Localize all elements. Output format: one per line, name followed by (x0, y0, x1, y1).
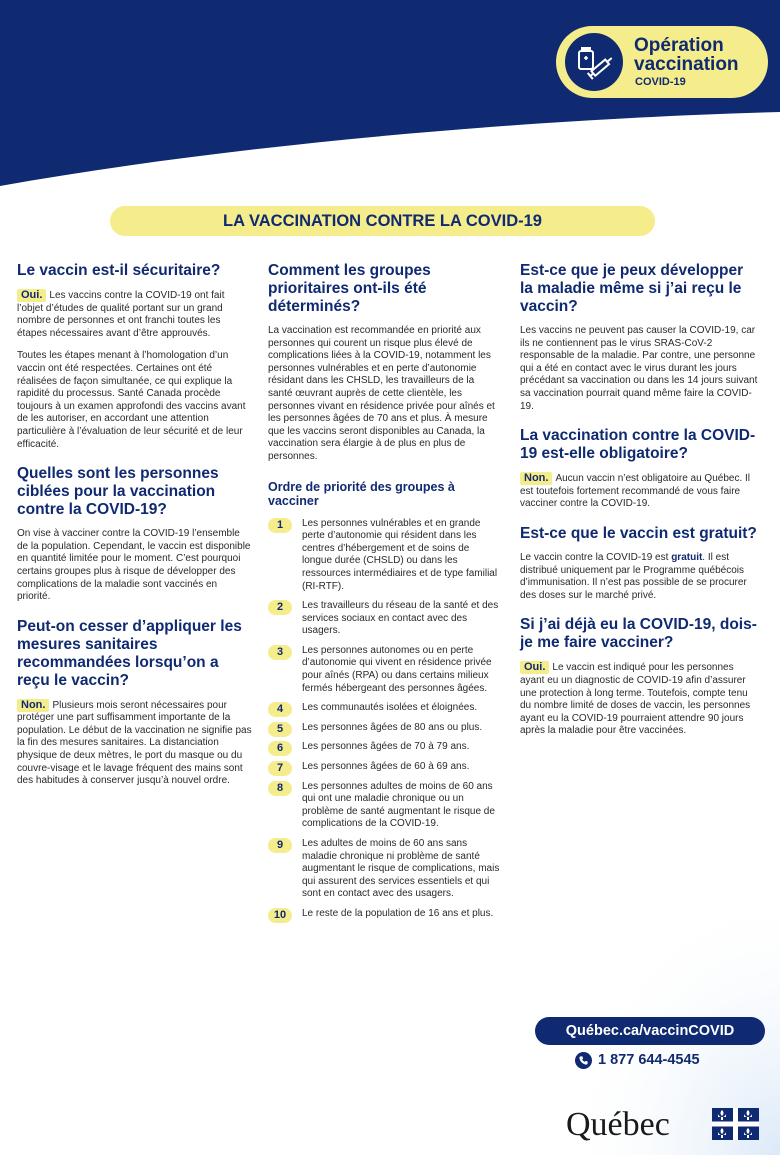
question-mandatory-title: La vaccination contre la COVID-19 est-elle obligatoire? (520, 427, 756, 463)
quebec-logo-text: Québec (566, 1106, 670, 1143)
priority-text: Les personnes âgées de 60 à 69 ans. (302, 761, 470, 773)
priority-number: 1 (268, 518, 292, 533)
list-item (268, 838, 500, 901)
priority-number: 9 (268, 838, 292, 853)
answer-chip: Non. (17, 699, 49, 712)
priority-list-title: Ordre de priorité des groupes à vacciner (268, 479, 455, 508)
question-measures-title: Peut-on cesser d’appliquer les mesures sanitaires recommandées lorsqu’on a reçu le vaccin? (17, 617, 242, 689)
syringe-icon (565, 33, 623, 91)
list-item (268, 741, 500, 754)
answer-text: Aucun vaccin n’est obligatoire au Québec. Il est toutefois fortement recommandé de vous faire vacciner contre la COVID-19. (520, 473, 751, 510)
priority-list (268, 518, 500, 921)
priority-text: Les adultes de moins de 60 ans sans maladie chronique ni problème de santé augmentant le risque de complications, mais qui assurent des services essentiels et qui sont en contact avec des usagers. (302, 838, 500, 900)
list-item (268, 908, 500, 921)
list-item (268, 600, 500, 638)
free-text-b: . Il est distribué uniquement par le Programme québécois d’immunisation. Il n’est pas possible de se procurer des doses sur le marché privé. (520, 551, 747, 601)
page-title: LA VACCINATION CONTRE LA COVID-19 (110, 206, 655, 236)
question-priority-groups-paragraph: La vaccination est recommandée en priorité aux personnes qui courent un risque plus élevé de complications liées à la COVID-19, notamment les personnes vulnérables et en perte d’autonomie résidant dans les CHSLD, les travailleurs de la santé œuvrant auprès de cette clientèle, les personnes vivant en résidence privée pour aînés et les personnes âgées de 70 ans et plus. À mesure que les vaccins seront disponibles au Canada, la vaccination sera élargie à de plus en plus de personnes. (268, 325, 495, 462)
column-2 (268, 262, 500, 928)
question-already-had-answer (520, 661, 760, 738)
priority-number: 3 (268, 645, 292, 660)
question-target-title: Quelles sont les personnes ciblées pour la vaccination contre la COVID-19? (17, 465, 219, 519)
list-item (268, 702, 500, 715)
priority-text: Les personnes âgées de 80 ans ou plus. (302, 721, 483, 733)
answer-chip: Oui. (520, 661, 549, 674)
badge-line-1: Opération (634, 35, 724, 56)
priority-number: 4 (268, 702, 292, 717)
answer-text: Plusieurs mois seront nécessaires pour protéger une part suffisamment importante de la population. Le début de la vaccination ne signifie pas la fin des mesures sanitaires. La distanciation physique de deux mètres, le port du masque ou du couvre-visage et le lavage fréquent des mains sont des habitudes à conserver jusqu’à nouvel ordre. (17, 699, 252, 787)
badge-line-2: vaccination (634, 54, 739, 75)
question-free-title: Est-ce que le vaccin est gratuit? (520, 524, 757, 542)
phone-contact (575, 1050, 700, 1070)
list-item (268, 781, 500, 831)
list-item (268, 722, 500, 735)
question-still-sick-paragraph: Les vaccins ne peuvent pas causer la COVID-19, car ils ne contiennent pas le virus SRAS-CoV-2 responsable de la maladie. Par contre, une personne qui a été en contact avec le virus durant les jours précédant sa vaccination ou dans les 14 jours suivant sa vaccination pourrait quand même faire la COVID-19. (520, 325, 758, 412)
priority-number: 10 (268, 908, 292, 923)
list-item (268, 518, 500, 594)
question-still-sick-title: Est-ce que je peux développer la maladie même si j’ai reçu le vaccin? (520, 262, 744, 315)
priority-text: Le reste de la population de 16 ans et plus. (302, 907, 494, 919)
priority-text: Les communautés isolées et éloignées. (302, 702, 478, 714)
priority-number: 2 (268, 600, 292, 615)
question-priority-groups-title: Comment les groupes prioritaires ont-ils été déterminés? (268, 262, 431, 315)
question-target-paragraph: On vise à vacciner contre la COVID-19 l’ensemble de la population. Cependant, le vaccin est disponible en quantité limitée pour le moment. C’est pourquoi certains groupes plus à risque de développer des complications de la maladie sont vaccinés en priorité. (17, 528, 251, 603)
phone-icon (575, 1052, 592, 1069)
priority-text: Les personnes âgées de 70 à 79 ans. (302, 741, 470, 753)
answer-chip: Non. (520, 472, 552, 485)
operation-vaccination-badge (556, 26, 768, 98)
question-measures-answer (17, 699, 252, 788)
free-text-bold: gratuit (671, 551, 703, 563)
question-safety-answer (17, 289, 252, 340)
question-already-had-title: Si j’ai déjà eu la COVID-19, dois-je me faire vacciner? (520, 616, 757, 652)
badge-line-3: COVID-19 (635, 76, 686, 88)
priority-text: Les travailleurs du réseau de la santé et des services sociaux en contact avec des usagers. (302, 600, 499, 637)
column-1 (17, 262, 252, 788)
answer-text: Les vaccins contre la COVID-19 ont fait l’objet d’études de qualité portant sur un grand nombre de personnes et ont franchi toutes les étapes nécessaires avant d’être approuvés. (17, 290, 225, 339)
question-free-paragraph (520, 552, 760, 602)
answer-text: Le vaccin est indiqué pour les personnes ayant eu un diagnostic de COVID-19 afin d’assurer une protection à long terme. Toutefois, compte tenu du nombre limité de doses de vaccin, les personnes ayant eu la COVID-19 pourraient attendre 90 jours après la maladie pour être vaccinées. (520, 662, 751, 737)
priority-text: Les personnes autonomes ou en perte d’autonomie qui vivent en résidence privée pour aînés (RPA) ou dans certains milieux fermés hébergeant des personnes âgées. (302, 644, 492, 694)
question-safety-paragraph: Toutes les étapes menant à l’homologation d’un vaccin ont été respectées. Certaines ont été réalisées de façon simultanée, ce qui explique la rapidité du processus. Santé Canada procède toujours à un examen approfondi des vaccins avant de les autoriser, en accordant une attention particulière à l’évaluation de leur sécurité et de leur efficacité. (17, 350, 246, 450)
question-safety-title: Le vaccin est-il sécuritaire? (17, 262, 221, 279)
column-3 (520, 262, 760, 738)
priority-text: Les personnes adultes de moins de 60 ans qui ont une maladie chronique ou un problème de santé augmentant le risque de complications de la COVID-19. (302, 780, 495, 830)
question-mandatory-answer (520, 472, 760, 511)
priority-text: Les personnes vulnérables et en grande perte d’autonomie qui résident dans les centres d’hébergement et de soins de longue durée (CHSLD) ou dans les ressources intermédiaires et de type familial (RI-RTF). (302, 517, 498, 592)
list-item (268, 761, 500, 774)
priority-number: 5 (268, 722, 292, 737)
priority-number: 7 (268, 761, 292, 776)
priority-number: 8 (268, 781, 292, 796)
fleur-de-lis-flag-icon (712, 1108, 759, 1140)
priority-number: 6 (268, 741, 292, 756)
phone-number: 1 877 644-4545 (598, 1052, 700, 1068)
free-text-a: Le vaccin contre la COVID-19 est (520, 551, 672, 563)
website-link[interactable]: Québec.ca/vaccinCOVID (535, 1017, 765, 1045)
answer-chip: Oui. (17, 289, 46, 302)
list-item (268, 645, 500, 695)
